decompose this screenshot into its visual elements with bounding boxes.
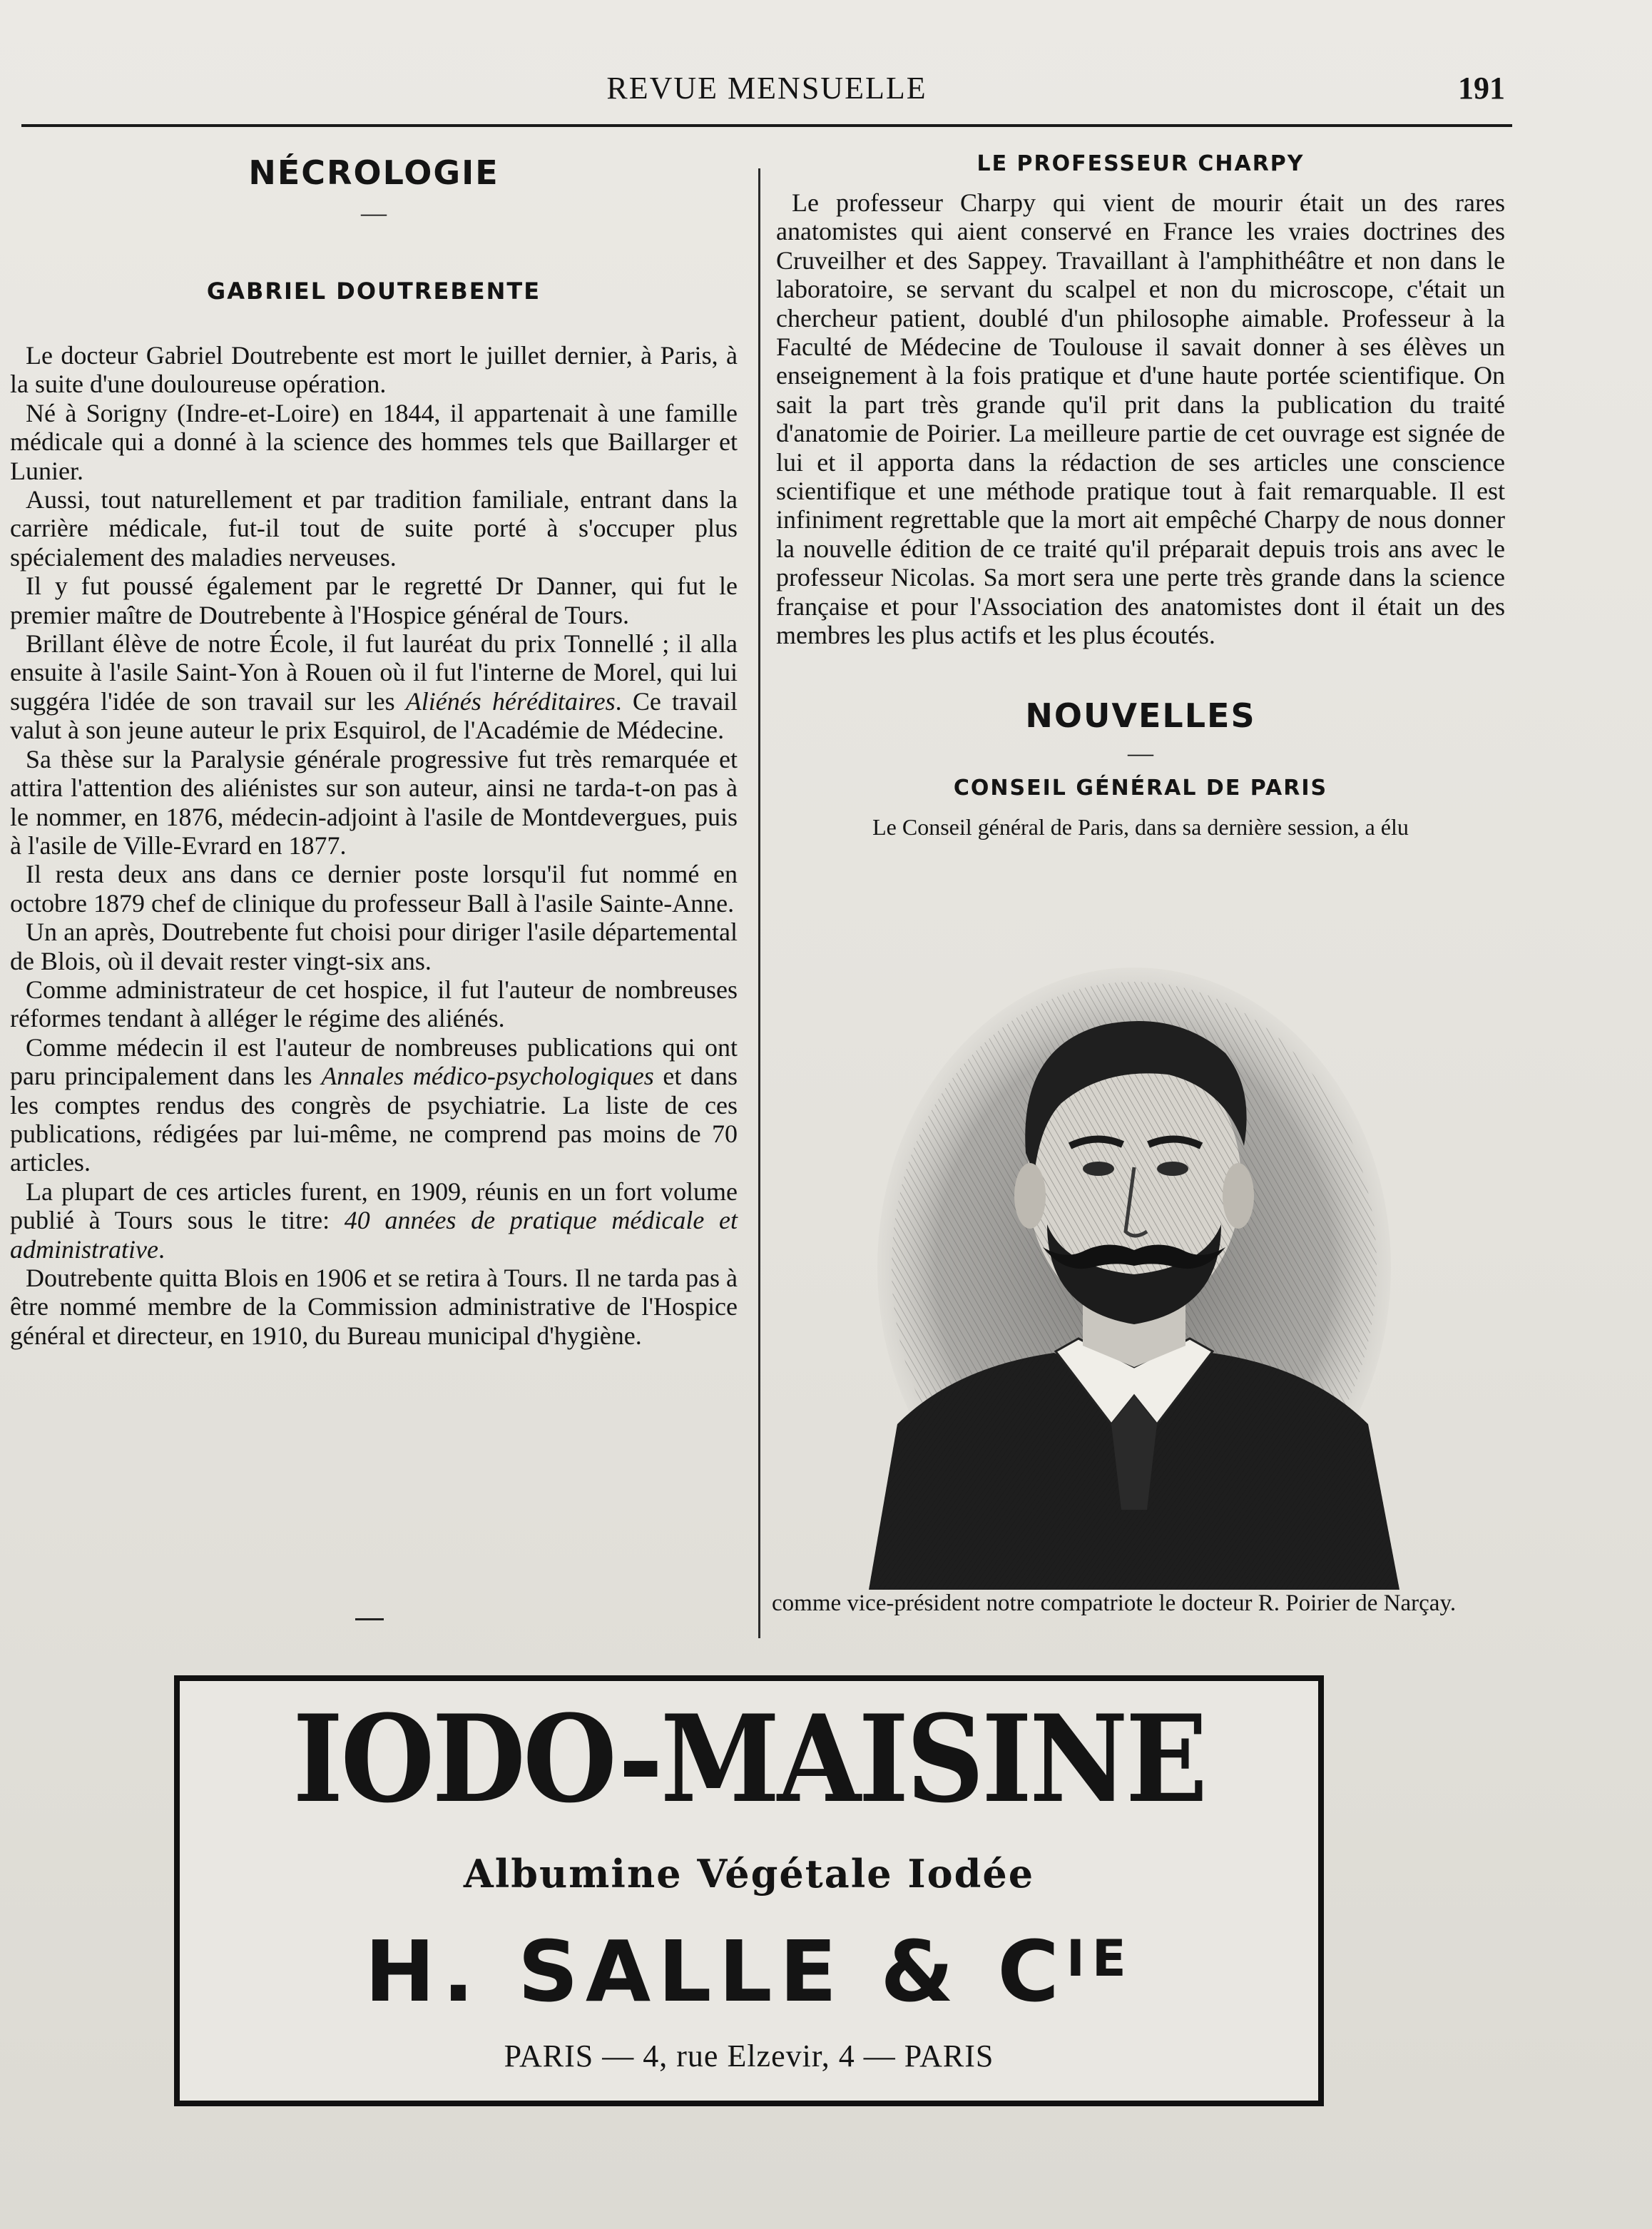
obituary-paragraph: Doutrebente quitta Blois en 1906 et se retira à Tours. Il ne tarda pas à être nommé membre de la Commission administrative de l'Hospice général et directeur, en 1910, du Bureau municipal d'hygiène. <box>10 1264 738 1350</box>
obituary-text: La plupart de ces articles furent, en 1909, réunis en un fort volume publié à Tours sous le titre: <box>10 1177 738 1235</box>
book-title-italic: 40 années de pratique médicale et administrative <box>10 1206 738 1264</box>
obituary-paragraph: Le docteur Gabriel Doutrebente est mort le juillet dernier, à Paris, à la suite d'une douloureuse opération. <box>10 341 738 399</box>
obituary-text: . Ce travail valut à son jeune auteur le prix Esquirol, de l'Académie de Médecine. <box>10 686 738 745</box>
left-column <box>10 150 738 1350</box>
obituary-paragraph: Il resta deux ans dans ce dernier poste lorsqu'il fut nommé en octobre 1879 chef de clinique du professeur Ball à l'asile Sainte-Anne. <box>10 860 738 918</box>
nouvelles-continuation <box>772 1590 1485 1617</box>
charpy-heading: LE PROFESSEUR CHARPY <box>977 151 1305 176</box>
obituary-paragraph: Un an après, Doutrebente fut choisi pour diriger l'asile départemental de Blois, où il devait rester vingt-six ans. <box>10 918 738 975</box>
necrologie-heading: NÉCROLOGIE <box>248 153 499 192</box>
obituary-paragraph <box>10 629 738 745</box>
ad-brand-name: IODO-MAISINE <box>292 1688 1205 1829</box>
obituary-paragraph <box>10 1033 738 1177</box>
column-divider <box>758 168 760 1638</box>
header-rule <box>21 124 1512 127</box>
ad-address: PARIS — 4, rue Elzevir, 4 — PARIS <box>504 2038 994 2073</box>
running-header <box>21 64 1512 114</box>
obituary-paragraph: Comme administrateur de cet hospice, il fut l'auteur de nombreuses réformes tendant à alléger le régime des aliénés. <box>10 975 738 1033</box>
section-end-divider <box>355 1618 384 1620</box>
page-number: 191 <box>1458 71 1505 106</box>
nouvelles-heading: NOUVELLES <box>1025 696 1256 735</box>
ad-company <box>180 1922 1318 2021</box>
obituary-text: . <box>158 1234 165 1264</box>
obituary-text: et dans les comptes rendus des congrès de psychiatrie. La liste de ces publications, rédigées par lui-même, ne comprend pas moins de 70 articles. <box>10 1062 738 1177</box>
conseil-subheading: CONSEIL GÉNÉRAL DE PARIS <box>953 775 1328 801</box>
book-title-italic: Aliénés héréditaires <box>405 686 616 716</box>
nouvelles-continuation-text: comme vice-président notre compatriote le docteur R. Poirier de Narçay. <box>772 1590 1457 1616</box>
advertisement-box <box>174 1675 1324 2106</box>
necrologie-divider: — <box>361 198 387 227</box>
right-column <box>776 150 1505 841</box>
ad-company-suffix: IE <box>1066 1929 1133 1988</box>
nouvelles-intro: Le Conseil général de Paris, dans sa dernière session, a élu <box>872 813 1409 840</box>
journal-title: REVUE MENSUELLE <box>606 71 927 106</box>
obituary-paragraph: Il y fut poussé également par le regretté Dr Danner, qui fut le premier maître de Doutrebente à l'Hospice général de Tours. <box>10 572 738 629</box>
obituary-subheading: GABRIEL DOUTREBENTE <box>206 278 541 305</box>
obituary-text: Brillant élève de notre École, il fut lauréat du prix Tonnellé ; il alla ensuite à l'asile Saint-Yon à Rouen où il fut l'interne de Morel, qui lui suggéra l'idée de son travail sur les <box>10 629 738 716</box>
obituary-paragraph: Aussi, tout naturellement et par tradition familiale, entrant dans la carrière médicale, fut-il tout de suite porté à s'occuper plus spécialement des maladies nerveuses. <box>10 485 738 572</box>
portrait-engraving <box>869 968 1399 1590</box>
charpy-paragraph: Le professeur Charpy qui vient de mourir était un des rares anatomistes qui aient conservé en France les vraies doctrines des Cruveilher et des Sappey. Travaillant à l'amphithéâtre et non dans le laboratoire, se servant du scalpel et non du microscope, c'était un chercheur patient, doublé d'un philosophe aimable. Professeur à la Faculté de Médecine de Toulouse il savait donner à ses élèves un enseignement à la fois pratique et d'une haute portée scientifique. On sait la part très grande qu'il prit dans la publication du traité d'anatomie de Poirier. La meilleure partie de cet ouvrage est signée de lui et il apporta dans la rédaction de ses articles une conscience scientifique et une méthode pratique tout à fait remarquable. Il est infiniment regrettable que la mort ait empêché Charpy de nous donner la nouvelle édition de ce traité qu'il préparait depuis trois ans avec le professeur Nicolas. Sa mort sera une perte très grande dans la science française et pour l'Association des anatomistes dont il était un des membres les plus actifs et les plus écoutés. <box>776 188 1505 650</box>
ad-subtitle: Albumine Végétale Iodée <box>463 1851 1035 1897</box>
ad-company-name: H. SALLE & C <box>364 1922 1066 2021</box>
nouvelles-divider: — <box>1128 738 1153 767</box>
journal-name-italic: Annales médico-psychologiques <box>321 1062 654 1091</box>
obituary-text: Comme médecin il est l'auteur de nombreuses publications qui ont paru principalement dans les <box>10 1032 738 1091</box>
obituary-paragraph: Né à Sorigny (Indre-et-Loire) en 1844, il appartenait à une famille médicale qui a donné à la science des hommes tels que Baillarger et Lunier. <box>10 398 738 485</box>
obituary-paragraph <box>10 1177 738 1264</box>
obituary-paragraph: Sa thèse sur la Paralysie générale progressive fut très remarquée et attira l'attention des aliénistes sur son auteur, ainsi ne tarda-t-on pas à le nommer, en 1876, médecin-adjoint à l'asile de Montdevergues, puis à l'asile de Ville-Evrard en 1877. <box>10 744 738 860</box>
